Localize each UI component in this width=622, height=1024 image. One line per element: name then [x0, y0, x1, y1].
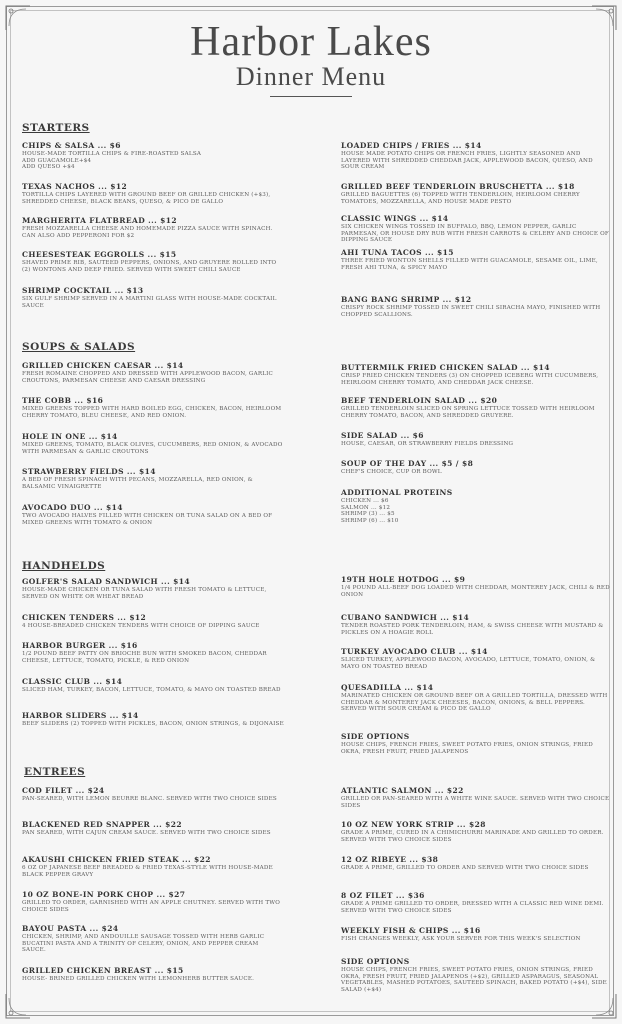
- menu-item: [22, 855, 284, 878]
- menu-item-description: HOUSE-MADE CHICKEN OR TUNA SALAD WITH FRESH TOMATO & LETTUCE, SERVED ON WHITE OR WHEAT BREAD: [22, 587, 267, 600]
- menu-item-description: HOUSE-MADE TORTILLA CHIPS & FIRE-ROASTED SALSA ADD GUACAMOLE+$4 ADD QUESO +$4: [22, 151, 202, 171]
- menu-item: [22, 786, 284, 803]
- menu-item-name: SIDE SALAD ... $6: [341, 431, 424, 440]
- menu-item-description: SIX GULF SHRIMP SERVED IN A MARTINI GLASS WITH HOUSE-MADE COCKTAIL SAUCE: [22, 296, 277, 309]
- menu-item: [22, 966, 284, 983]
- menu-item-description: CRISPY ROCK SHRIMP TOSSED IN SWEET CHILI SIRACHA MAYO, FINISHED WITH CHOPPED SCALLIONS.: [341, 305, 601, 318]
- menu-item: [341, 214, 611, 244]
- menu-item-name: CLASSIC WINGS ... $14: [341, 214, 449, 223]
- menu-item: [22, 250, 284, 273]
- menu-item-name: 10 OZ NEW YORK STRIP ... $28: [341, 820, 486, 829]
- menu-item-description: PAN-SEARED, WITH LEMON BEURRE BLANC. SERVED WITH TWO CHOICE SIDES: [22, 796, 277, 802]
- menu-item-description: SIX CHICKEN WINGS TOSSED IN BUFFALO, BBQ, LEMON PEPPER, GARLIC PARMESAN, OR HOUSE DRY RUB WITH FRESH CARROTS & CELERY AND CHOICE OF DIPPING SAUCE: [341, 224, 610, 244]
- menu-item-description: SLICED TURKEY, APPLEWOOD BACON, AVOCADO, LETTUCE, TOMATO, ONION, & MAYO ON TOASTED BREAD: [341, 657, 596, 670]
- menu-item-name: TURKEY AVOCADO CLUB ... $14: [341, 647, 488, 656]
- menu-item-description: TORTILLA CHIPS LAYERED WITH GROUND BEEF OR GRILLED CHICKEN (+$3), SHREDDED CHEESE, BLACK BEANS, QUESO, & PICO DE GALLO: [22, 192, 271, 205]
- menu-item-name: QUESADILLA ... $14: [341, 683, 434, 692]
- menu-item-name: BUTTERMILK FRIED CHICKEN SALAD ... $14: [341, 363, 550, 372]
- menu-item: [341, 926, 611, 943]
- menu-item-name: 19TH HOLE HOTDOG ... $9: [341, 575, 466, 584]
- menu-item: [341, 488, 611, 524]
- menu-item: [341, 575, 611, 598]
- menu-item-description: GRILLED TENDERLOIN SLICED ON SPRING LETTUCE TOSSED WITH HEIRLOOM CHERRY TOMATO, BACON, AND SHREDDED GRUYERE.: [341, 406, 595, 419]
- menu-item: [341, 431, 611, 448]
- menu-item-description: THREE FRIED WONTON SHELLS FILLED WITH GUACAMOLE, SESAME OIL, LIME, FRESH AHI TUNA, & SPICY MAYO: [341, 258, 598, 271]
- menu-item-name: 12 OZ RIBEYE ... $38: [341, 855, 439, 864]
- menu-item-description: HOUSE, CAESAR, OR STRAWBERRY FIELDS DRESSING: [341, 441, 514, 447]
- menu-item-name: CHICKEN TENDERS ... $12: [22, 613, 147, 622]
- menu-item: [22, 890, 284, 913]
- menu-item-name: GOLFER'S SALAD SANDWICH ... $14: [22, 577, 190, 586]
- menu-item: [22, 503, 284, 526]
- menu-item-name: CUBANO SANDWICH ... $14: [341, 613, 470, 622]
- menu-item: [341, 891, 611, 914]
- section-title-entrees: ENTREES: [24, 766, 86, 778]
- menu-item: [22, 613, 284, 630]
- menu-item: [341, 732, 611, 755]
- menu-item: [341, 855, 611, 872]
- menu-item: [341, 647, 611, 670]
- section-title-soups: SOUPS & SALADS: [22, 341, 136, 353]
- menu-item-description: PAN SEARED, WITH CAJUN CREAM SAUCE. SERVED WITH TWO CHOICE SIDES: [22, 830, 271, 836]
- menu-item-description: CHEF'S CHOICE, CUP OR BOWL: [341, 469, 442, 475]
- menu-item-name: CHIPS & SALSA ... $6: [22, 141, 121, 150]
- menu-item-name: 10 OZ BONE-IN PORK CHOP ... $27: [22, 890, 186, 899]
- menu-item-description: SLICED HAM, TURKEY, BACON, LETTUCE, TOMATO, & MAYO ON TOASTED BREAD: [22, 687, 281, 693]
- menu-item-description: HOUSE- BRINED GRILLED CHICKEN WITH LEMONHERB BUTTER SAUCE.: [22, 976, 255, 982]
- menu-item-description: HOUSE CHIPS, FRENCH FRIES, SWEET POTATO FRIES, ONION STRINGS, FRIED OKRA, FRESH FRUIT, FRIED JALAPENOS (+$2), GRILLED ASPARAGUS, SEASONAL VEGETABLES, MASHED POTATOES, SAUTEED SPINACH, BAKED POTATO (+$4), SIDE SALAD (+$4): [341, 967, 607, 993]
- menu-item: [22, 820, 284, 837]
- menu-item: [22, 467, 284, 490]
- menu-item-description: GRADE A PRIME, CURED IN A CHIMICHURRI MARINADE AND GRILLED TO ORDER. SERVED WITH TWO CHOICE SIDES: [341, 830, 604, 843]
- menu-item-description: MIXED GREENS TOPPED WITH HARD BOILED EGG, CHICKEN, BACON, HEIRLOOM CHERRY TOMATO, BLEU CHEESE, AND RED ONION.: [22, 406, 282, 419]
- menu-item: [22, 286, 284, 309]
- menu-item-description: FRESH MOZZARELLA CHEESE AND HOMEMADE PIZZA SAUCE WITH SPINACH. CAN ALSO ADD PEPPERONI FOR $2: [22, 226, 273, 239]
- menu-item-name: CLASSIC CLUB ... $14: [22, 677, 123, 686]
- menu-item-description: HOUSE MADE POTATO CHIPS OR FRENCH FRIES, LIGHTLY SEASONED AND LAYERED WITH SHREDDED CHEDDAR JACK, APPLEWOOD BACON, QUESO, AND SOUR CREAM: [341, 151, 593, 171]
- menu-item-name: GRILLED BEEF TENDERLOIN BRUSCHETTA ... $18: [341, 182, 575, 191]
- menu-item-name: ADDITIONAL PROTEINS: [341, 488, 453, 497]
- menu-item-description: GRADE A PRIME, GRILLED TO ORDER AND SERVED WITH TWO CHOICE SIDES: [341, 865, 589, 871]
- menu-item-description: CHICKEN, SHRIMP, AND ANDOUILLE SAUSAGE TOSSED WITH HERB GARLIC BUCATINI PASTA AND A TRINITY OF CELERY, ONION, AND PEPPER CREAM SAUCE.: [22, 934, 265, 954]
- menu-item-description: TWO AVOCADO HALVES FILLED WITH CHICKEN OR TUNA SALAD ON A BED OF MIXED GREENS WITH TOMATO & ONION: [22, 513, 273, 526]
- menu-item: [341, 957, 611, 993]
- menu-item-name: SHRIMP COCKTAIL ... $13: [22, 286, 144, 295]
- menu-item: [341, 363, 611, 386]
- corner-ornament-icon: [4, 992, 32, 1020]
- menu-item-description: GRILLED BAGUETTES (6) TOPPED WITH TENDERLOIN, HEIRLOOM CHERRY TOMATOES, MOZZARELLA, AND HOUSE MADE PESTO: [341, 192, 580, 205]
- menu-item-name: ATLANTIC SALMON ... $22: [341, 786, 464, 795]
- menu-item: [22, 396, 284, 419]
- menu-item: [341, 613, 611, 636]
- menu-item-name: GRILLED CHICKEN CAESAR ... $14: [22, 361, 184, 370]
- menu-item-description: SHAVED PRIME RIB, SAUTEED PEPPERS, ONIONS, AND GRUYERE ROLLED INTO (2) WONTONS AND DEEP FRIED. SERVED WITH SWEET CHILI SAUCE: [22, 260, 277, 273]
- menu-item-name: SOUP OF THE DAY ... $5 / $8: [341, 459, 474, 468]
- menu-item-name: HARBOR SLIDERS ... $14: [22, 711, 139, 720]
- menu-item-description: HOUSE CHIPS, FRENCH FRIES, SWEET POTATO FRIES, ONION STRINGS, FRIED OKRA, FRESH FRUIT, FRIED JALAPENOS: [341, 742, 593, 755]
- menu-item-name: COD FILET ... $24: [22, 786, 105, 795]
- menu-item-name: 8 OZ FILET ... $36: [341, 891, 425, 900]
- corner-ornament-icon: [590, 992, 618, 1020]
- menu-item-name: SIDE OPTIONS: [341, 732, 410, 741]
- menu-item-name: HARBOR BURGER ... $16: [22, 641, 138, 650]
- menu-item-name: SIDE OPTIONS: [341, 957, 410, 966]
- menu-item: [341, 459, 611, 476]
- menu-item: [341, 248, 611, 271]
- menu-item-description: GRILLED OR PAN-SEARED WITH A WHITE WINE SAUCE. SERVED WITH TWO CHOICE SIDES: [341, 796, 610, 809]
- menu-item-name: TEXAS NACHOS ... $12: [22, 182, 128, 191]
- menu-item-description: 1/2 POUND BEEF PATTY ON BRIOCHE BUN WITH SMOKED BACON, CHEDDAR CHEESE, LETTUCE, TOMATO, PICKLE, & RED ONION: [22, 651, 267, 664]
- menu-item-description: MIXED GREENS, TOMATO, BLACK OLIVES, CUCUMBERS, RED ONION, & AVOCADO WITH PARMESAN & GARLIC CROUTONS: [22, 442, 283, 455]
- section-title-handhelds: HANDHELDS: [22, 560, 106, 572]
- menu-item-name: WEEKLY FISH & CHIPS ... $16: [341, 926, 481, 935]
- menu-item-name: BEEF TENDERLOIN SALAD ... $20: [341, 396, 498, 405]
- menu-item: [22, 182, 284, 205]
- menu-item: [341, 820, 611, 843]
- menu-item: [22, 432, 284, 455]
- menu-item-name: MARGHERITA FLATBREAD ... $12: [22, 216, 178, 225]
- menu-item-description: TENDER ROASTED PORK TENDERLOIN, HAM, & SWISS CHEESE WITH MUSTARD & PICKLES ON A HOAGIE ROLL: [341, 623, 604, 636]
- menu-item-description: GRADE A PRIME GRILLED TO ORDER, DRESSED WITH A CLASSIC RED WINE DEMI. SERVED WITH TWO CHOICE SIDES: [341, 901, 604, 914]
- title-divider: [270, 96, 352, 97]
- menu-item-name: BLACKENED RED SNAPPER ... $22: [22, 820, 183, 829]
- menu-item: [341, 295, 611, 318]
- menu-title: Dinner Menu: [235, 62, 387, 91]
- menu-item-description: 1/4 POUND ALL-BEEF DOG LOADED WITH CHEDDAR, MONTEREY JACK, CHILI & RED ONION: [341, 585, 610, 598]
- menu-item-description: FISH CHANGES WEEKLY, ASK YOUR SERVER FOR THIS WEEK'S SELECTION: [341, 936, 581, 942]
- menu-item-name: STRAWBERRY FIELDS ... $14: [22, 467, 156, 476]
- menu-item-name: HOLE IN ONE ... $14: [22, 432, 118, 441]
- menu-item-name: AVOCADO DUO ... $14: [22, 503, 123, 512]
- section-title-starters: STARTERS: [22, 122, 90, 134]
- menu-item: [22, 216, 284, 239]
- menu-item: [341, 141, 611, 171]
- menu-item: [22, 924, 284, 954]
- menu-item: [341, 182, 611, 205]
- menu-item-description: 6 OZ OF JAPANESE BEEF BREADED & FRIED TEXAS-STYLE WITH HOUSE-MADE BLACK PEPPER GRAVY: [22, 865, 273, 878]
- menu-item-name: GRILLED CHICKEN BREAST ... $15: [22, 966, 184, 975]
- menu-item-description: CRISP FRIED CHICKEN TENDERS (3) ON CHOPPED ICEBERG WITH CUCUMBERS, HEIRLOOM CHERRY TOMATO, AND CHEDDAR JACK CHEESE.: [341, 373, 599, 386]
- menu-item-name: AHI TUNA TACOS ... $15: [341, 248, 454, 257]
- menu-item: [22, 361, 284, 384]
- menu-item-description: BEEF SLIDERS (2) TOPPED WITH PICKLES, BACON, ONION STRINGS, & DIJONAISE: [22, 721, 284, 727]
- menu-item-name: CHEESESTEAK EGGROLLS ... $15: [22, 250, 177, 259]
- menu-item-description: FRESH ROMAINE CHOPPED AND DRESSED WITH APPLEWOOD BACON, GARLIC CROUTONS, PARMESAN CHEESE AND CAESAR DRESSING: [22, 371, 274, 384]
- menu-item-description: MARINATED CHICKEN OR GROUND BEEF OR A GRILLED TORTILLA, DRESSED WITH CHEDDAR & MONTEREY JACK CHEESES, BACON, ONIONS, & BELL PEPPERS. SERVED WITH SOUR CREAM & PICO DE GALLO: [341, 693, 608, 713]
- menu-item: [22, 711, 284, 728]
- menu-item-name: THE COBB ... $16: [22, 396, 104, 405]
- menu-item-name: BAYOU PASTA ... $24: [22, 924, 119, 933]
- menu-item: [341, 396, 611, 419]
- menu-item-name: AKAUSHI CHICKEN FRIED STEAK ... $22: [22, 855, 211, 864]
- restaurant-name: Harbor Lakes: [190, 19, 432, 65]
- menu-item-description: 4 HOUSE-BREADED CHICKEN TENDERS WITH CHOICE OF DIPPING SAUCE: [22, 623, 260, 629]
- menu-item: [22, 141, 284, 171]
- menu-item: [22, 577, 284, 600]
- menu-item-description: GRILLED TO ORDER, GARNISHED WITH AN APPLE CHUTNEY. SERVED WITH TWO CHOICE SIDES: [22, 900, 281, 913]
- menu-item-name: BANG BANG SHRIMP ... $12: [341, 295, 472, 304]
- menu-item: [341, 786, 611, 809]
- menu-item-description: A BED OF FRESH SPINACH WITH PECANS, MOZZARELLA, RED ONION, & BALSAMIC VINAIGRETTE: [22, 477, 253, 490]
- menu-item-name: LOADED CHIPS / FRIES ... $14: [341, 141, 482, 150]
- menu-item-description: CHICKEN ... $6 SALMON ... $12 SHRIMP (3) ... $5 SHRIMP (6) ... $10: [341, 498, 399, 524]
- menu-item: [341, 683, 611, 713]
- menu-item: [22, 641, 284, 664]
- menu-item: [22, 677, 284, 694]
